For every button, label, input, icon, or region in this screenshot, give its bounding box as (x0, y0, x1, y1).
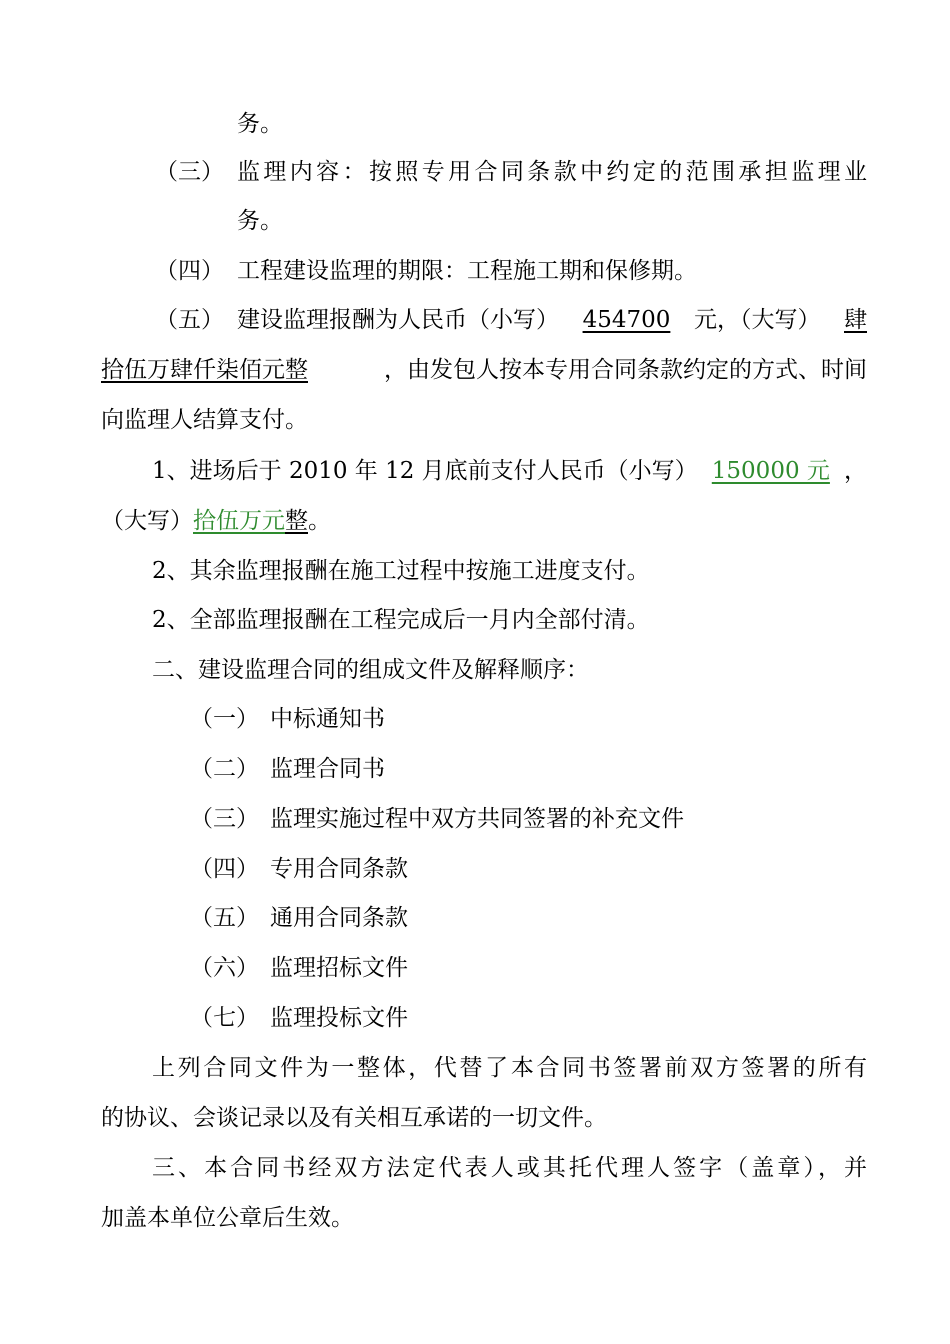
item5-line2 (101, 355, 867, 385)
component-3-text: 监理实施过程中双方共同签署的补充文件 (270, 806, 684, 832)
item3-number: （三） (155, 159, 224, 185)
item5-text-b: 元，（大写） (693, 307, 821, 333)
payment2: 2、其余监理报酬在施工过程中按施工进度支付。 (152, 558, 650, 584)
item4-number: （四） (155, 258, 224, 284)
fee-amount-uppercase-rest: 拾伍万肆仟柒佰元整 (101, 357, 308, 383)
component-3-number: （三） (190, 806, 259, 832)
payment1-text-a: 1、进场后于 2010 年 12 月底前支付人民币（小写） (152, 458, 698, 484)
component-5-number: （五） (190, 905, 259, 931)
component-6-text: 监理招标文件 (270, 955, 408, 981)
payment1-line1 (152, 456, 867, 486)
component-2-text: 监理合同书 (270, 756, 385, 782)
payment1-text-d: 。 (308, 508, 331, 534)
item3-prev-continuation: 务。 (237, 111, 283, 137)
item5-number: （五） (155, 307, 224, 333)
payment1-text-c: （大写） (101, 508, 193, 534)
item5-line3: 向监理人结算支付。 (101, 407, 308, 433)
component-1-number: （一） (190, 706, 259, 732)
payment1-amount-uppercase: 拾伍万元 (193, 508, 285, 534)
component-1-text: 中标通知书 (270, 706, 385, 732)
fee-amount-uppercase-start: 肆 (844, 307, 867, 333)
payment1-text-b: ， (844, 458, 867, 484)
payment1-amount-uppercase-tail: 整 (285, 508, 308, 534)
item3-continuation: 务。 (237, 208, 283, 234)
whole-documents-para-line2: 的协议、会谈记录以及有关相互承诺的一切文件。 (101, 1105, 607, 1131)
section3-line1: 三、本合同书经双方法定代表人或其托代理人签字（盖章），并 (152, 1155, 867, 1181)
component-7-text: 监理投标文件 (270, 1005, 408, 1031)
component-4-text: 专用合同条款 (270, 856, 408, 882)
section3-line2: 加盖本单位公章后生效。 (101, 1205, 354, 1231)
whole-documents-para-line1: 上列合同文件为一整体，代替了本合同书签署前双方签署的所有 (152, 1055, 867, 1081)
payment1-amount-lowercase: 150000 元 (711, 458, 830, 484)
item5-line1 (237, 305, 867, 335)
item3-text: 监理内容：按照专用合同条款中约定的范围承担监理业 (237, 159, 867, 185)
component-2-number: （二） (190, 756, 259, 782)
item5-text-a: 建设监理报酬为人民币（小写） (237, 307, 559, 333)
item4-text: 工程建设监理的期限：工程施工期和保修期。 (237, 258, 697, 284)
item5-text-c: ，由发包人按本专用合同条款约定的方式、时间 (384, 357, 867, 383)
component-7-number: （七） (190, 1005, 259, 1031)
payment1-line2 (101, 506, 331, 536)
component-4-number: （四） (190, 856, 259, 882)
component-6-number: （六） (190, 955, 259, 981)
section2-title: 二、建设监理合同的组成文件及解释顺序： (152, 657, 589, 683)
component-5-text: 通用合同条款 (270, 905, 408, 931)
fee-amount-lowercase: 454700 (582, 307, 671, 333)
payment3: 2、全部监理报酬在工程完成后一月内全部付清。 (152, 607, 650, 633)
